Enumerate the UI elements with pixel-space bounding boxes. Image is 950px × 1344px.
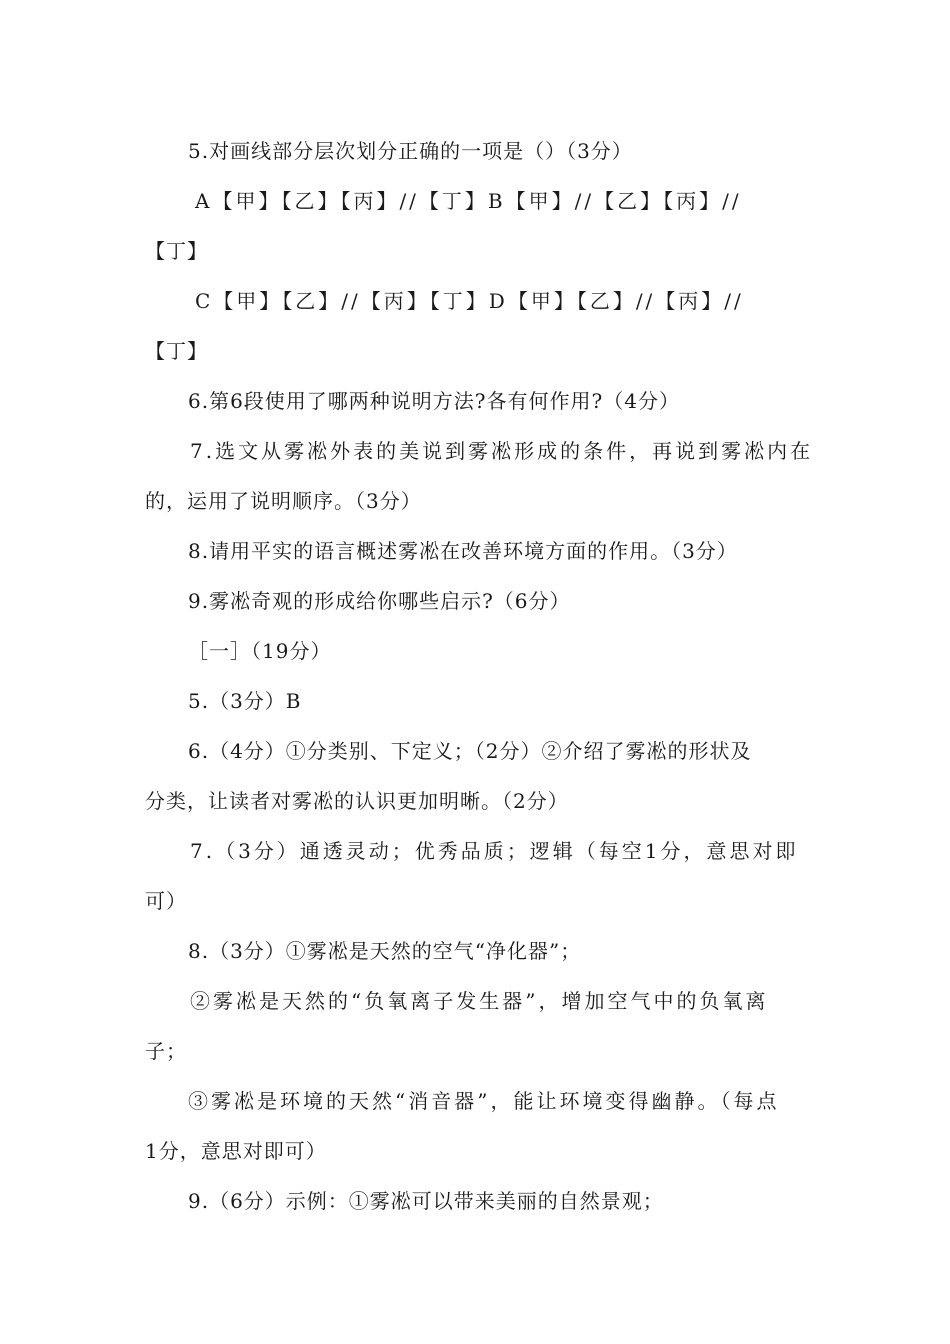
answer-6: 6.（4分）①分类别、下定义；（2分）②介绍了雾凇的形状及 — [188, 739, 752, 763]
question-5-options-cd-cont: 【丁】 — [145, 339, 208, 363]
answer-9: 9.（6分）示例：①雾凇可以带来美丽的自然景观； — [188, 1189, 664, 1213]
question-9: 9.雾凇奇观的形成给你哪些启示?（6分） — [188, 589, 571, 613]
answer-7: 7.（3分）通透灵动；优秀品质；逻辑（每空1分，意思对即 — [190, 839, 799, 863]
answer-5: 5.（3分）B — [188, 689, 302, 713]
answer-6-cont: 分类，让读者对雾凇的认识更加明晰。（2分） — [145, 789, 569, 813]
question-5-options-ab: A【甲】【乙】【丙】//【丁】B【甲】//【乙】【丙】// — [195, 189, 742, 213]
answer-8-point-2: ②雾凇是天然的“负氧离子发生器”，增加空气中的负氧离 — [190, 989, 769, 1013]
answer-8-point-2-cont: 子； — [145, 1039, 187, 1063]
question-5-options-ab-cont: 【丁】 — [145, 239, 208, 263]
answer-8-point-3-cont: 1分，意思对即可） — [145, 1139, 327, 1163]
answer-8-point-3: ③雾凇是环境的天然“消音器”，能让环境变得幽静。（每点 — [188, 1089, 780, 1113]
answer-section-header: ［一］（19分） — [188, 639, 332, 663]
answer-7-cont: 可） — [145, 889, 187, 913]
question-7: 7.选文从雾凇外表的美说到雾凇形成的条件，再说到雾凇内在 — [190, 439, 814, 463]
question-5: 5.对画线部分层次划分正确的一项是（）（3分） — [188, 139, 633, 163]
question-7-cont: 的，运用了说明顺序。（3分） — [145, 489, 422, 513]
question-6: 6.第6段使用了哪两种说明方法?各有何作用?（4分） — [188, 389, 680, 413]
question-5-options-cd: C【甲】【乙】//【丙】【丁】D【甲】【乙】//【丙】// — [195, 289, 744, 313]
answer-8-point-1: 8.（3分）①雾凇是天然的空气“净化器”； — [188, 939, 582, 963]
question-8: 8.请用平实的语言概述雾凇在改善环境方面的作用。（3分） — [188, 539, 738, 563]
